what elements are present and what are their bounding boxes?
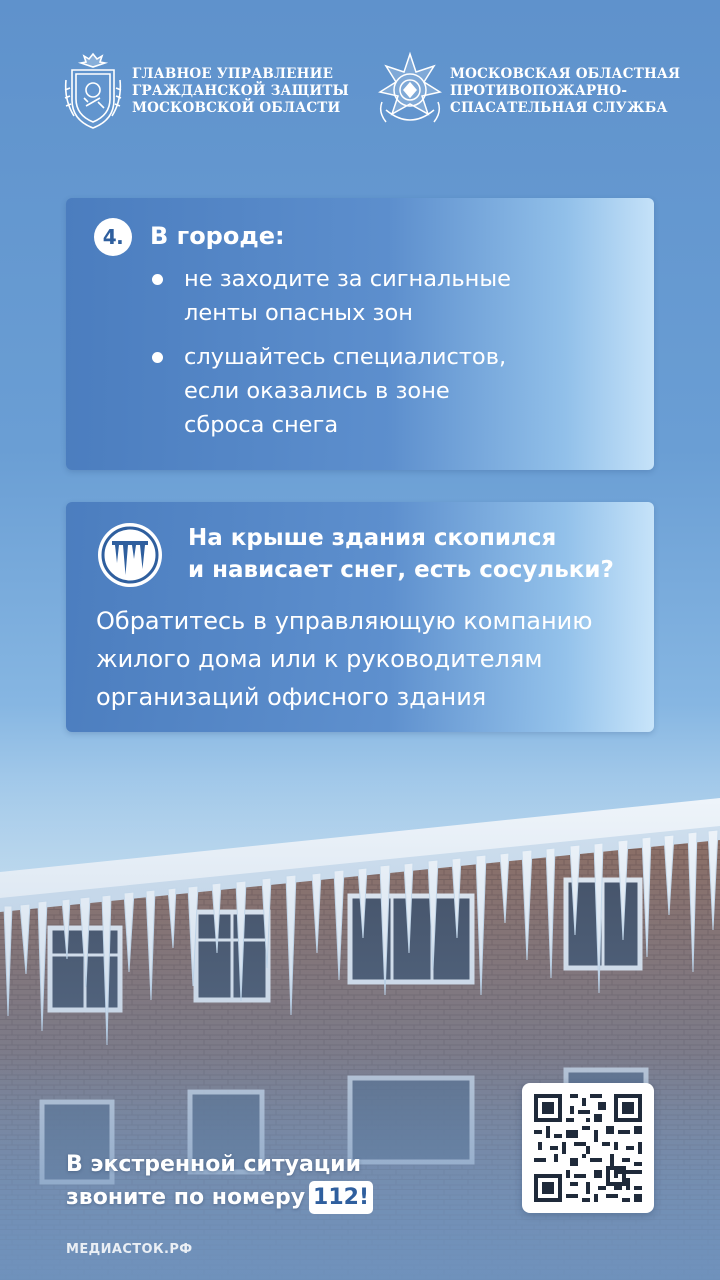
coat-of-arms-icon	[64, 50, 122, 132]
list-item-line: сброса снега	[184, 412, 339, 438]
icicles-icon	[96, 521, 164, 589]
right-org-name	[450, 66, 680, 117]
left-org-line: ГЛАВНОЕ УПРАВЛЕНИЕ	[132, 65, 334, 82]
bullet-dot-icon	[152, 274, 163, 285]
section-number-badge: 4.	[94, 218, 132, 256]
emergency-line-text: звоните по номеру	[66, 1185, 306, 1210]
city-rules-list	[150, 262, 630, 452]
fire-rescue-emblem-icon	[376, 50, 444, 132]
emergency-line: В экстренной ситуации	[66, 1152, 361, 1177]
section-title: В городе:	[150, 222, 285, 250]
notice-answer-line: Обратитесь в управляющую компанию	[96, 607, 593, 635]
notice-question-line: и нависает снег, есть сосульки?	[188, 557, 614, 583]
emergency-number-badge: 112!	[309, 1181, 373, 1214]
list-item	[150, 262, 630, 330]
list-item	[150, 340, 630, 442]
notice-question	[188, 522, 614, 586]
right-org-line: ПРОТИВОПОЖАРНО-	[450, 82, 628, 99]
left-org-line: МОСКОВСКОЙ ОБЛАСТИ	[132, 99, 341, 116]
gu-civil-defense-org	[64, 50, 349, 132]
qr-code-icon	[534, 1094, 642, 1202]
list-item-line: ленты опасных зон	[184, 300, 413, 326]
left-org-line: ГРАЖДАНСКОЙ ЗАЩИТЫ	[132, 82, 349, 99]
emergency-line	[66, 1181, 373, 1214]
list-item-line: если оказались в зоне	[184, 378, 450, 404]
emergency-call-text	[66, 1148, 373, 1214]
header	[0, 50, 720, 140]
right-org-line: СПАСАТЕЛЬНАЯ СЛУЖБА	[450, 99, 668, 116]
notice-answer-line: организаций офисного здания	[96, 683, 487, 711]
list-item-line: слушайтесь специалистов,	[184, 344, 507, 370]
notice-answer-line: жилого дома или к руководителям	[96, 645, 543, 673]
list-item-line: не заходите за сигнальные	[184, 266, 511, 292]
qr-code[interactable]	[522, 1083, 654, 1213]
notice-answer	[96, 602, 592, 716]
right-org-line: МОСКОВСКАЯ ОБЛАСТНАЯ	[450, 65, 681, 82]
footer-site-link[interactable]: МЕДИАСТОК.РФ	[66, 1242, 193, 1257]
left-org-name	[132, 66, 349, 117]
fire-rescue-service-org	[376, 50, 680, 132]
notice-question-line: На крыше здания скопился	[188, 525, 557, 551]
bullet-dot-icon	[152, 352, 163, 363]
